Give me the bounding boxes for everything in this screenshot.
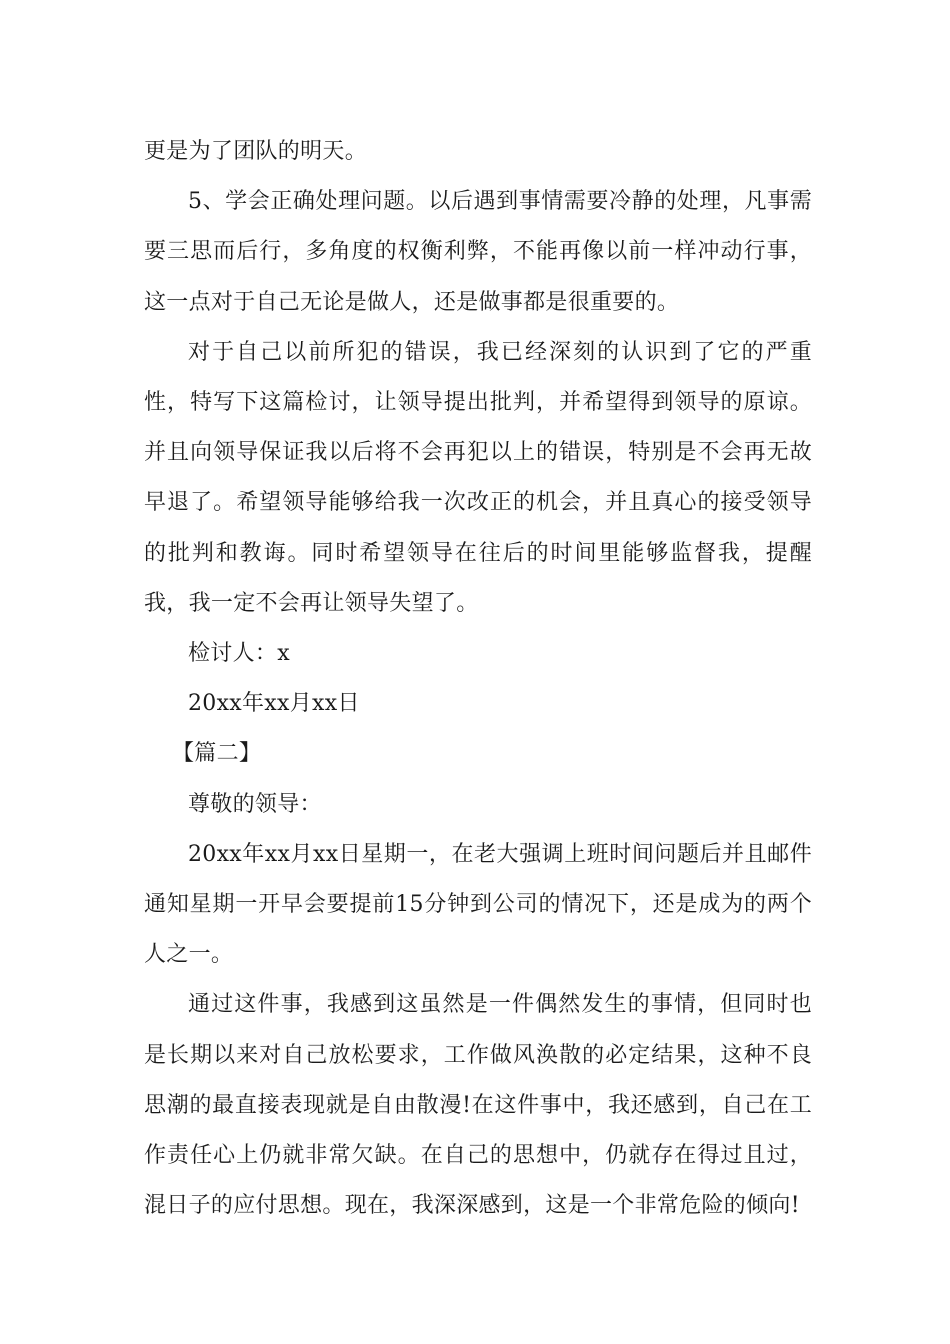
document-body	[144, 127, 812, 1231]
paragraph-point-5: 5、学会正确处理问题。以后遇到事情需要冷静的处理，凡事需要三思而后行，多角度的权衡利弊，不能再像以前一样冲动行事，这一点对于自己无论是做人，还是做事都是很重要的。	[144, 189, 812, 315]
paragraph-incident: 20xx年xx月xx日星期一，在老大强调上班时间问题后并且邮件通知星期一开早会要提前15分钟到公司的情况下，还是成为的两个人之一。	[144, 841, 812, 968]
signature-line: 检讨人：x	[188, 641, 290, 667]
paragraph-continuation: 更是为了团队的明天。	[144, 139, 368, 164]
section-heading: 【篇二】	[172, 741, 262, 767]
paragraph-apology: 对于自己以前所犯的错误，我已经深刻的认识到了它的严重性，特写下这篇检讨，让领导提出批判，并希望得到领导的原谅。并且向领导保证我以后将不会再犯以上的错误，特别是不会再无故早退了。希望领导能够给我一次改正的机会，并且真心的接受领导的批判和教诲。同时希望领导在往后的时间里能够监督我，提醒我，我一定不会再让领导失望了。	[144, 339, 812, 616]
paragraph-reflection: 通过这件事，我感到这虽然是一件偶然发生的事情，但同时也是长期以来对自己放松要求，工作做风涣散的必定结果，这种不良思潮的最直接表现就是自由散漫!在这件事中，我还感到，自己在工作责任心上仍就非常欠缺。在自己的思想中，仍就存在得过且过，混日子的应付思想。现在，我深深感到，这是一个非常危险的倾向!	[144, 992, 812, 1219]
salutation: 尊敬的领导：	[188, 791, 322, 817]
date-line: 20xx年xx月xx日	[188, 691, 360, 717]
